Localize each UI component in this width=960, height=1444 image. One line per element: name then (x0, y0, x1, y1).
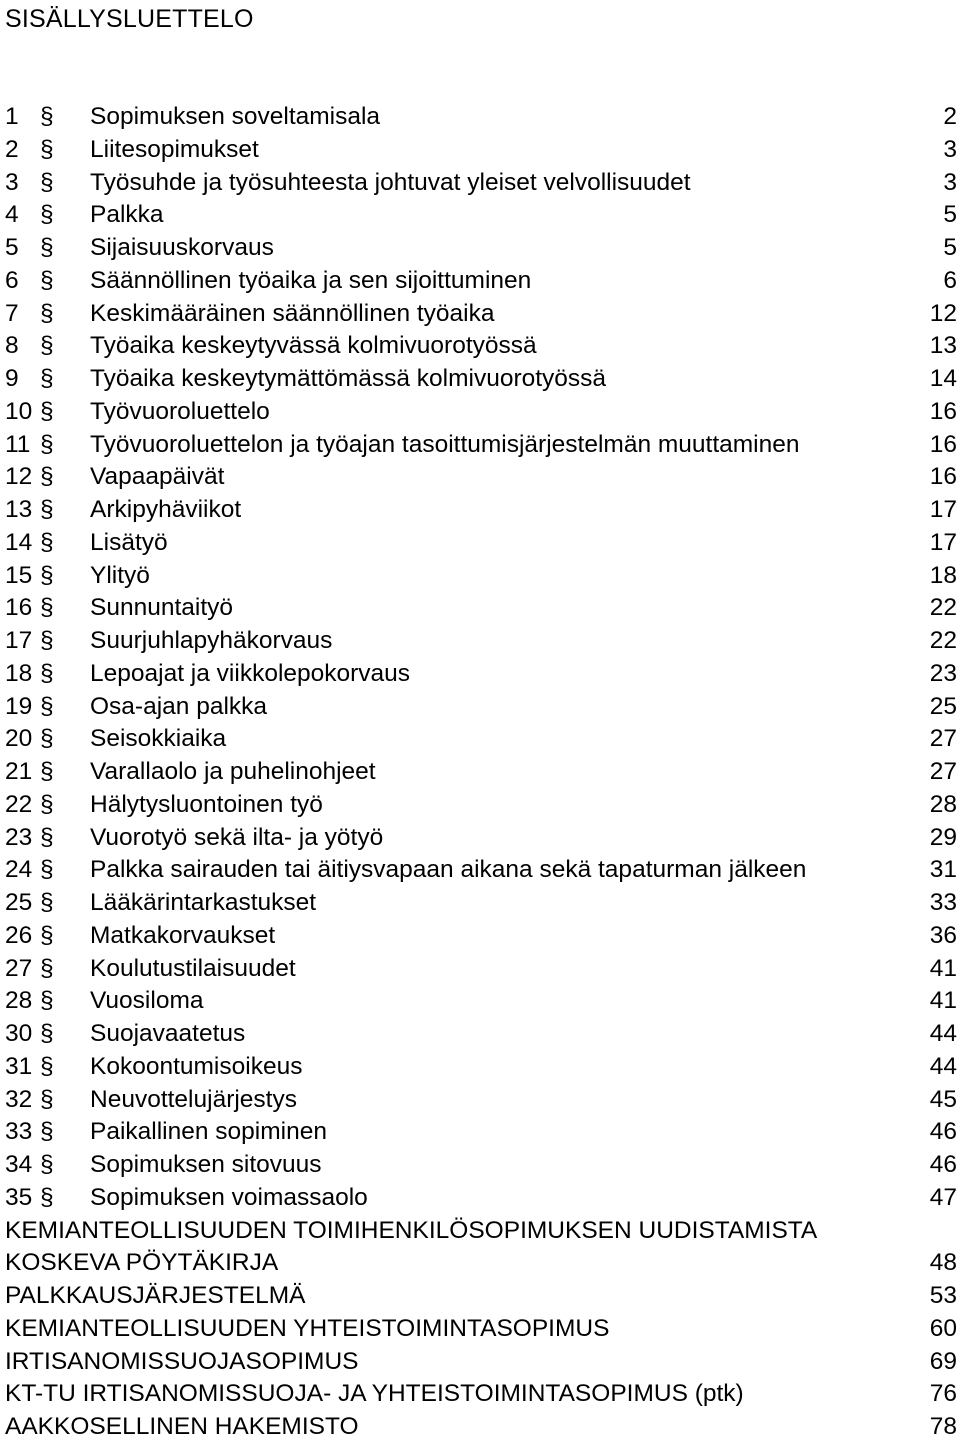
section-number: 12 (5, 463, 33, 491)
toc-entry[interactable] (0, 592, 960, 625)
section-number: 32 (5, 1085, 33, 1113)
toc-appendix-entry[interactable] (0, 1346, 960, 1379)
section-title: Lisätyö (90, 528, 168, 556)
section-number: 16 (5, 594, 33, 622)
page-number: 76 (929, 1380, 957, 1408)
toc-appendix-entry[interactable] (0, 1215, 960, 1248)
section-number: 19 (5, 692, 33, 720)
section-title: Vuosiloma (90, 987, 204, 1015)
page-number: 22 (929, 594, 957, 622)
toc-entry[interactable] (0, 658, 960, 691)
section-sign: § (40, 1085, 54, 1113)
section-title: Sunnuntaityö (90, 594, 234, 622)
section-sign: § (40, 987, 54, 1015)
section-sign: § (40, 266, 54, 294)
appendix-title: AAKKOSELLINEN HAKEMISTO (5, 1413, 359, 1440)
section-title: Työsuhde ja työsuhteesta johtuvat yleiset velvollisuudet (90, 168, 691, 196)
section-number: 18 (5, 659, 33, 687)
section-sign: § (40, 889, 54, 916)
page-number: 45 (929, 1085, 957, 1113)
section-title: Osa-ajan palkka (90, 692, 268, 720)
section-title: Työvuoroluettelon ja työajan tasoittumisjärjestelmän muuttaminen (90, 430, 800, 458)
toc-appendix-entry[interactable] (0, 1313, 960, 1346)
section-number: 6 (5, 266, 19, 294)
page-number: 17 (929, 496, 957, 523)
section-sign: § (40, 659, 54, 687)
page-number: 48 (929, 1249, 957, 1277)
page-number: 3 (943, 168, 957, 196)
section-title: Työvuoroluettelo (90, 397, 270, 425)
section-number: 20 (5, 725, 33, 753)
page-number: 12 (929, 299, 957, 327)
section-title: Seisokkiaika (90, 725, 227, 753)
section-title: Vuorotyö sekä ilta- ja yötyö (90, 823, 384, 851)
section-sign: § (40, 103, 54, 130)
toc-appendix-entry[interactable] (0, 1411, 960, 1444)
page-number: 2 (943, 103, 957, 130)
section-title: Koulutustilaisuudet (90, 954, 296, 982)
section-title: Hälytysluontoinen työ (90, 790, 323, 818)
toc-entry[interactable] (0, 167, 960, 200)
section-title: Suojavaatetus (90, 1020, 246, 1047)
toc-appendix-entry[interactable] (0, 1378, 960, 1411)
section-number: 26 (5, 921, 33, 949)
section-sign: § (40, 725, 54, 753)
section-sign: § (40, 1118, 54, 1146)
toc-entry[interactable] (0, 854, 960, 887)
appendix-title: KEMIANTEOLLISUUDEN TOIMIHENKILÖSOPIMUKSEN UUDISTAMISTA (5, 1216, 818, 1244)
section-sign: § (40, 790, 54, 818)
section-number: 34 (5, 1151, 33, 1178)
toc-entry[interactable] (0, 429, 960, 462)
section-number: 8 (5, 332, 19, 360)
page-number: 60 (929, 1314, 957, 1342)
section-title: Arkipyhäviikot (90, 496, 242, 523)
page-number: 22 (929, 627, 957, 654)
toc-appendix-entry[interactable] (0, 1247, 960, 1280)
section-sign: § (40, 1151, 54, 1178)
section-number: 9 (5, 365, 19, 392)
page-number: 53 (929, 1282, 957, 1309)
page-number: 46 (929, 1151, 957, 1178)
page-title: SISÄLLYSLUETTELO (5, 5, 254, 33)
toc-entry[interactable] (0, 723, 960, 756)
section-sign: § (40, 234, 54, 261)
section-number: 7 (5, 299, 19, 327)
section-sign: § (40, 921, 54, 949)
toc-entry[interactable] (0, 134, 960, 167)
section-number: 1 (5, 103, 19, 130)
section-title: Sopimuksen voimassaolo (90, 1183, 368, 1211)
section-title: Vapaapäivät (90, 463, 225, 491)
toc-entry[interactable] (0, 953, 960, 986)
section-sign: § (40, 561, 54, 589)
toc-entry[interactable] (0, 527, 960, 560)
page-number: 31 (929, 856, 957, 884)
section-number: 30 (5, 1020, 33, 1047)
section-title: Palkka sairauden tai äitiysvapaan aikana sekä tapaturman jälkeen (90, 856, 807, 884)
section-number: 31 (5, 1052, 33, 1080)
section-sign: § (40, 168, 54, 196)
table-of-contents (0, 101, 960, 1444)
section-sign: § (40, 365, 54, 392)
toc-entry[interactable] (0, 298, 960, 331)
section-number: 11 (5, 430, 31, 458)
section-sign: § (40, 397, 54, 425)
page-number: 27 (929, 758, 957, 785)
page-number: 16 (929, 397, 957, 425)
section-sign: § (40, 1020, 54, 1047)
toc-entry[interactable] (0, 1149, 960, 1182)
section-sign: § (40, 528, 54, 556)
page-number: 27 (929, 725, 957, 753)
page-number: 69 (929, 1347, 957, 1375)
page-number: 25 (929, 692, 957, 720)
section-title: Ylityö (90, 561, 150, 589)
page-number: 41 (929, 954, 957, 982)
section-sign: § (40, 430, 54, 458)
section-title: Säännöllinen työaika ja sen sijoittuminen (90, 266, 532, 294)
toc-entry[interactable] (0, 756, 960, 789)
section-number: 3 (5, 168, 19, 196)
section-sign: § (40, 299, 54, 327)
section-title: Neuvottelujärjestys (90, 1085, 297, 1113)
section-sign: § (40, 332, 54, 360)
page-number: 16 (929, 463, 957, 491)
page-number: 41 (929, 987, 957, 1015)
section-title: Keskimääräinen säännöllinen työaika (90, 299, 495, 327)
page-number: 6 (943, 266, 957, 294)
page-number: 5 (943, 201, 957, 229)
page-number: 13 (929, 332, 957, 360)
toc-entry[interactable] (0, 1051, 960, 1084)
section-title: Lepoajat ja viikkolepokorvaus (90, 659, 411, 687)
appendix-title: KT-TU IRTISANOMISSUOJA- JA YHTEISTOIMINTASOPIMUS (ptk) (5, 1380, 744, 1408)
page-number: 78 (929, 1413, 957, 1440)
page-number: 44 (929, 1020, 957, 1047)
section-sign: § (40, 135, 54, 163)
section-number: 2 (5, 135, 19, 163)
toc-entry[interactable] (0, 494, 960, 527)
appendix-title: IRTISANOMISSUOJASOPIMUS (5, 1347, 359, 1375)
section-title: Varallaolo ja puhelinohjeet (90, 758, 376, 785)
section-number: 21 (5, 758, 33, 785)
section-number: 10 (5, 397, 33, 425)
section-sign: § (40, 627, 54, 654)
page-number: 3 (943, 135, 957, 163)
toc-entry[interactable] (0, 1018, 960, 1051)
section-sign: § (40, 1052, 54, 1080)
section-title: Suurjuhlapyhäkorvaus (90, 627, 333, 654)
page-number: 47 (929, 1183, 957, 1211)
section-sign: § (40, 463, 54, 491)
section-number: 15 (5, 561, 33, 589)
toc-entry[interactable] (0, 232, 960, 265)
section-title: Liitesopimukset (90, 135, 259, 163)
section-title: Paikallinen sopiminen (90, 1118, 327, 1146)
appendix-title: PALKKAUSJÄRJESTELMÄ (5, 1282, 306, 1309)
section-number: 25 (5, 889, 33, 916)
toc-entry[interactable] (0, 101, 960, 134)
toc-entry[interactable] (0, 920, 960, 953)
section-sign: § (40, 758, 54, 785)
section-title: Sopimuksen soveltamisala (90, 103, 381, 130)
toc-appendix-entry[interactable] (0, 1280, 960, 1313)
section-sign: § (40, 1183, 54, 1211)
page-number: 46 (929, 1118, 957, 1146)
section-number: 28 (5, 987, 33, 1015)
page-number: 44 (929, 1052, 957, 1080)
toc-entry[interactable] (0, 1182, 960, 1215)
appendix-title: KEMIANTEOLLISUUDEN YHTEISTOIMINTASOPIMUS (5, 1314, 610, 1342)
section-sign: § (40, 496, 54, 523)
section-number: 23 (5, 823, 33, 851)
section-title: Työaika keskeytyvässä kolmivuorotyössä (90, 332, 537, 360)
page-number: 36 (929, 921, 957, 949)
section-title: Lääkärintarkastukset (90, 889, 317, 916)
section-sign: § (40, 954, 54, 982)
section-number: 5 (5, 234, 19, 261)
section-sign: § (40, 594, 54, 622)
section-title: Sopimuksen sitovuus (90, 1151, 322, 1178)
page-number: 17 (929, 528, 957, 556)
toc-entry[interactable] (0, 461, 960, 494)
toc-entry[interactable] (0, 822, 960, 855)
toc-entry[interactable] (0, 887, 960, 920)
toc-entry[interactable] (0, 625, 960, 658)
toc-entry[interactable] (0, 396, 960, 429)
toc-entry[interactable] (0, 1116, 960, 1149)
section-number: 24 (5, 856, 33, 884)
toc-entry[interactable] (0, 691, 960, 724)
section-number: 22 (5, 790, 33, 818)
section-title: Palkka (90, 201, 164, 229)
appendix-title: KOSKEVA PÖYTÄKIRJA (5, 1249, 279, 1277)
section-title: Työaika keskeytymättömässä kolmivuorotyössä (90, 365, 607, 392)
toc-entry[interactable] (0, 985, 960, 1018)
section-number: 13 (5, 496, 33, 523)
page-number: 28 (929, 790, 957, 818)
toc-entry[interactable] (0, 330, 960, 363)
page-number: 29 (929, 823, 957, 851)
toc-entry[interactable] (0, 363, 960, 396)
toc-entry[interactable] (0, 1084, 960, 1117)
section-sign: § (40, 856, 54, 884)
section-title: Matkakorvaukset (90, 921, 276, 949)
section-title: Sijaisuuskorvaus (90, 234, 274, 261)
toc-entry[interactable] (0, 265, 960, 298)
section-number: 4 (5, 201, 19, 229)
section-sign: § (40, 823, 54, 851)
page-number: 18 (929, 561, 957, 589)
toc-entry[interactable] (0, 560, 960, 593)
section-title: Kokoontumisoikeus (90, 1052, 303, 1080)
page-number: 23 (929, 659, 957, 687)
page-number: 33 (929, 889, 957, 916)
section-sign: § (40, 201, 54, 229)
toc-entry[interactable] (0, 199, 960, 232)
section-sign: § (40, 692, 54, 720)
section-number: 17 (5, 627, 33, 654)
section-number: 33 (5, 1118, 33, 1146)
page-number: 5 (943, 234, 957, 261)
page-number: 16 (929, 430, 957, 458)
page-number: 14 (929, 365, 957, 392)
section-number: 14 (5, 528, 33, 556)
toc-entry[interactable] (0, 789, 960, 822)
section-number: 27 (5, 954, 33, 982)
section-number: 35 (5, 1183, 33, 1211)
